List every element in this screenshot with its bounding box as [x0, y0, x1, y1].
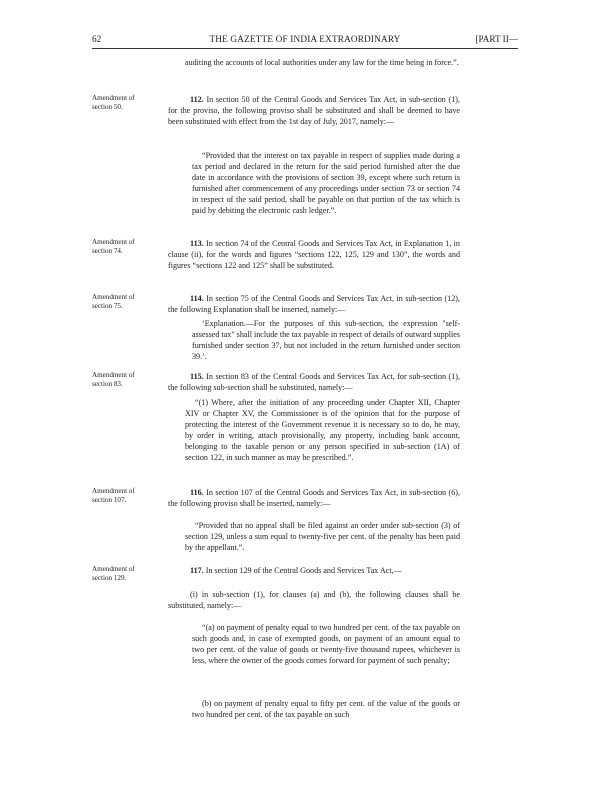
section-number: 112. — [190, 95, 204, 104]
gazette-title: THE GAZETTE OF INDIA EXTRAORDINARY — [209, 34, 401, 44]
section-117 — [168, 565, 460, 576]
section-114 — [168, 293, 460, 315]
section-117-clause-i: (i) in sub-section (1), for clauses (a) and (b), the following clauses shall be substituted, namely:— — [168, 590, 460, 611]
section-text: In section 75 of the Central Goods and Services Tax Act, in sub-section (12), the following Explanation shall be inserted, namely:— — [168, 294, 460, 315]
section-number: 114. — [190, 294, 204, 303]
section-number: 116. — [190, 488, 204, 497]
section-113 — [168, 238, 460, 271]
section-112 — [168, 94, 460, 127]
section-text: In section 50 of the Central Goods and Services Tax Act, in sub-section (1), for the proviso, the following proviso shall be substituted and shall be deemed to have been substituted with effect from the 1st day of July, 2017, namely:— — [168, 95, 460, 127]
section-number: 117. — [190, 566, 204, 575]
margin-note-116: Amendment of section 107. — [92, 487, 135, 504]
part-label: [PART II— — [475, 34, 518, 44]
section-112-proviso: “Provided that the interest on tax payable in respect of supplies made during a tax period and declared in the return for the said period furnished after the due date in accordance with the provisions of section 39, except where such return is furnished after commencement of any proceedings under section 73 or section 74 in respect of the said period, shall be payable on that portion of the tax which is paid by debiting the electronic cash ledger.”. — [192, 151, 460, 216]
section-116 — [168, 487, 460, 509]
section-text: In section 107 of the Central Goods and Services Tax Act, in sub-section (6), the following proviso shall be inserted, namely:— — [168, 488, 460, 509]
section-text: In section 129 of the Central Goods and Services Tax Act,— — [205, 566, 402, 575]
section-117-clause-a: “(a) on payment of penalty equal to two hundred per cent. of the tax payable on such goods and, in case of exempted goods, on payment of an amount equal to two per cent. of the value of goods or twenty-five thousand rupees, whichever is less, where the owner of the goods comes forward for payment of such penalty; — [192, 623, 460, 666]
margin-note-112: Amendment of section 50. — [92, 94, 135, 111]
section-text: In section 74 of the Central Goods and Services Tax Act, in Explanation 1, in clause (ii), for the words and figures “sections 122, 125, 129 and 130”, the words and figures “sections 122 and 125” shall be substituted. — [168, 239, 460, 271]
section-114-explanation: ‘Explanation.—For the purposes of this sub-section, the expression "self-assessed tax" shall include the tax payable in respect of details of outward supplies furnished under section 37, but not included in the return furnished under section 39.’. — [192, 319, 460, 362]
section-116-proviso: “Provided that no appeal shall be filed against an order under sub-section (3) of section 129, unless a sum equal to twenty-five per cent. of the penalty has been paid by the appellant.”. — [185, 521, 460, 553]
margin-note-117: Amendment of section 129. — [92, 565, 135, 582]
margin-note-115: Amendment of section 83. — [92, 371, 135, 388]
margin-note-113: Amendment of section 74. — [92, 238, 135, 255]
margin-note-114: Amendment of section 75. — [92, 293, 135, 310]
section-115-subsection: “(1) Where, after the initiation of any proceeding under Chapter XII, Chapter XIV or Chapter XV, the Commissioner is of the opinion that for the purpose of protecting the interest of the Government revenue it is necessary so to do, he may, by order in writing, attach provisionally, any property, including bank account, belonging to the taxable person or any person specified in sub-section (1A) of section 122, in such manner as may be prescribed.”. — [185, 398, 460, 463]
section-text: In section 83 of the Central Goods and Services Tax Act, for sub-section (1), the following sub-section shall be substituted, namely:— — [168, 372, 460, 393]
section-115 — [168, 371, 460, 393]
page-number: 62 — [92, 34, 102, 44]
header-rule — [92, 48, 518, 49]
section-117-clause-b: (b) on payment of penalty equal to fifty per cent. of the value of the goods or two hundred per cent. of the tax payable on such — [192, 699, 460, 720]
section-number: 113. — [190, 239, 204, 248]
section-number: 115. — [190, 372, 204, 381]
continuation-text: auditing the accounts of local authorities under any law for the time being in force.”. — [185, 58, 459, 67]
